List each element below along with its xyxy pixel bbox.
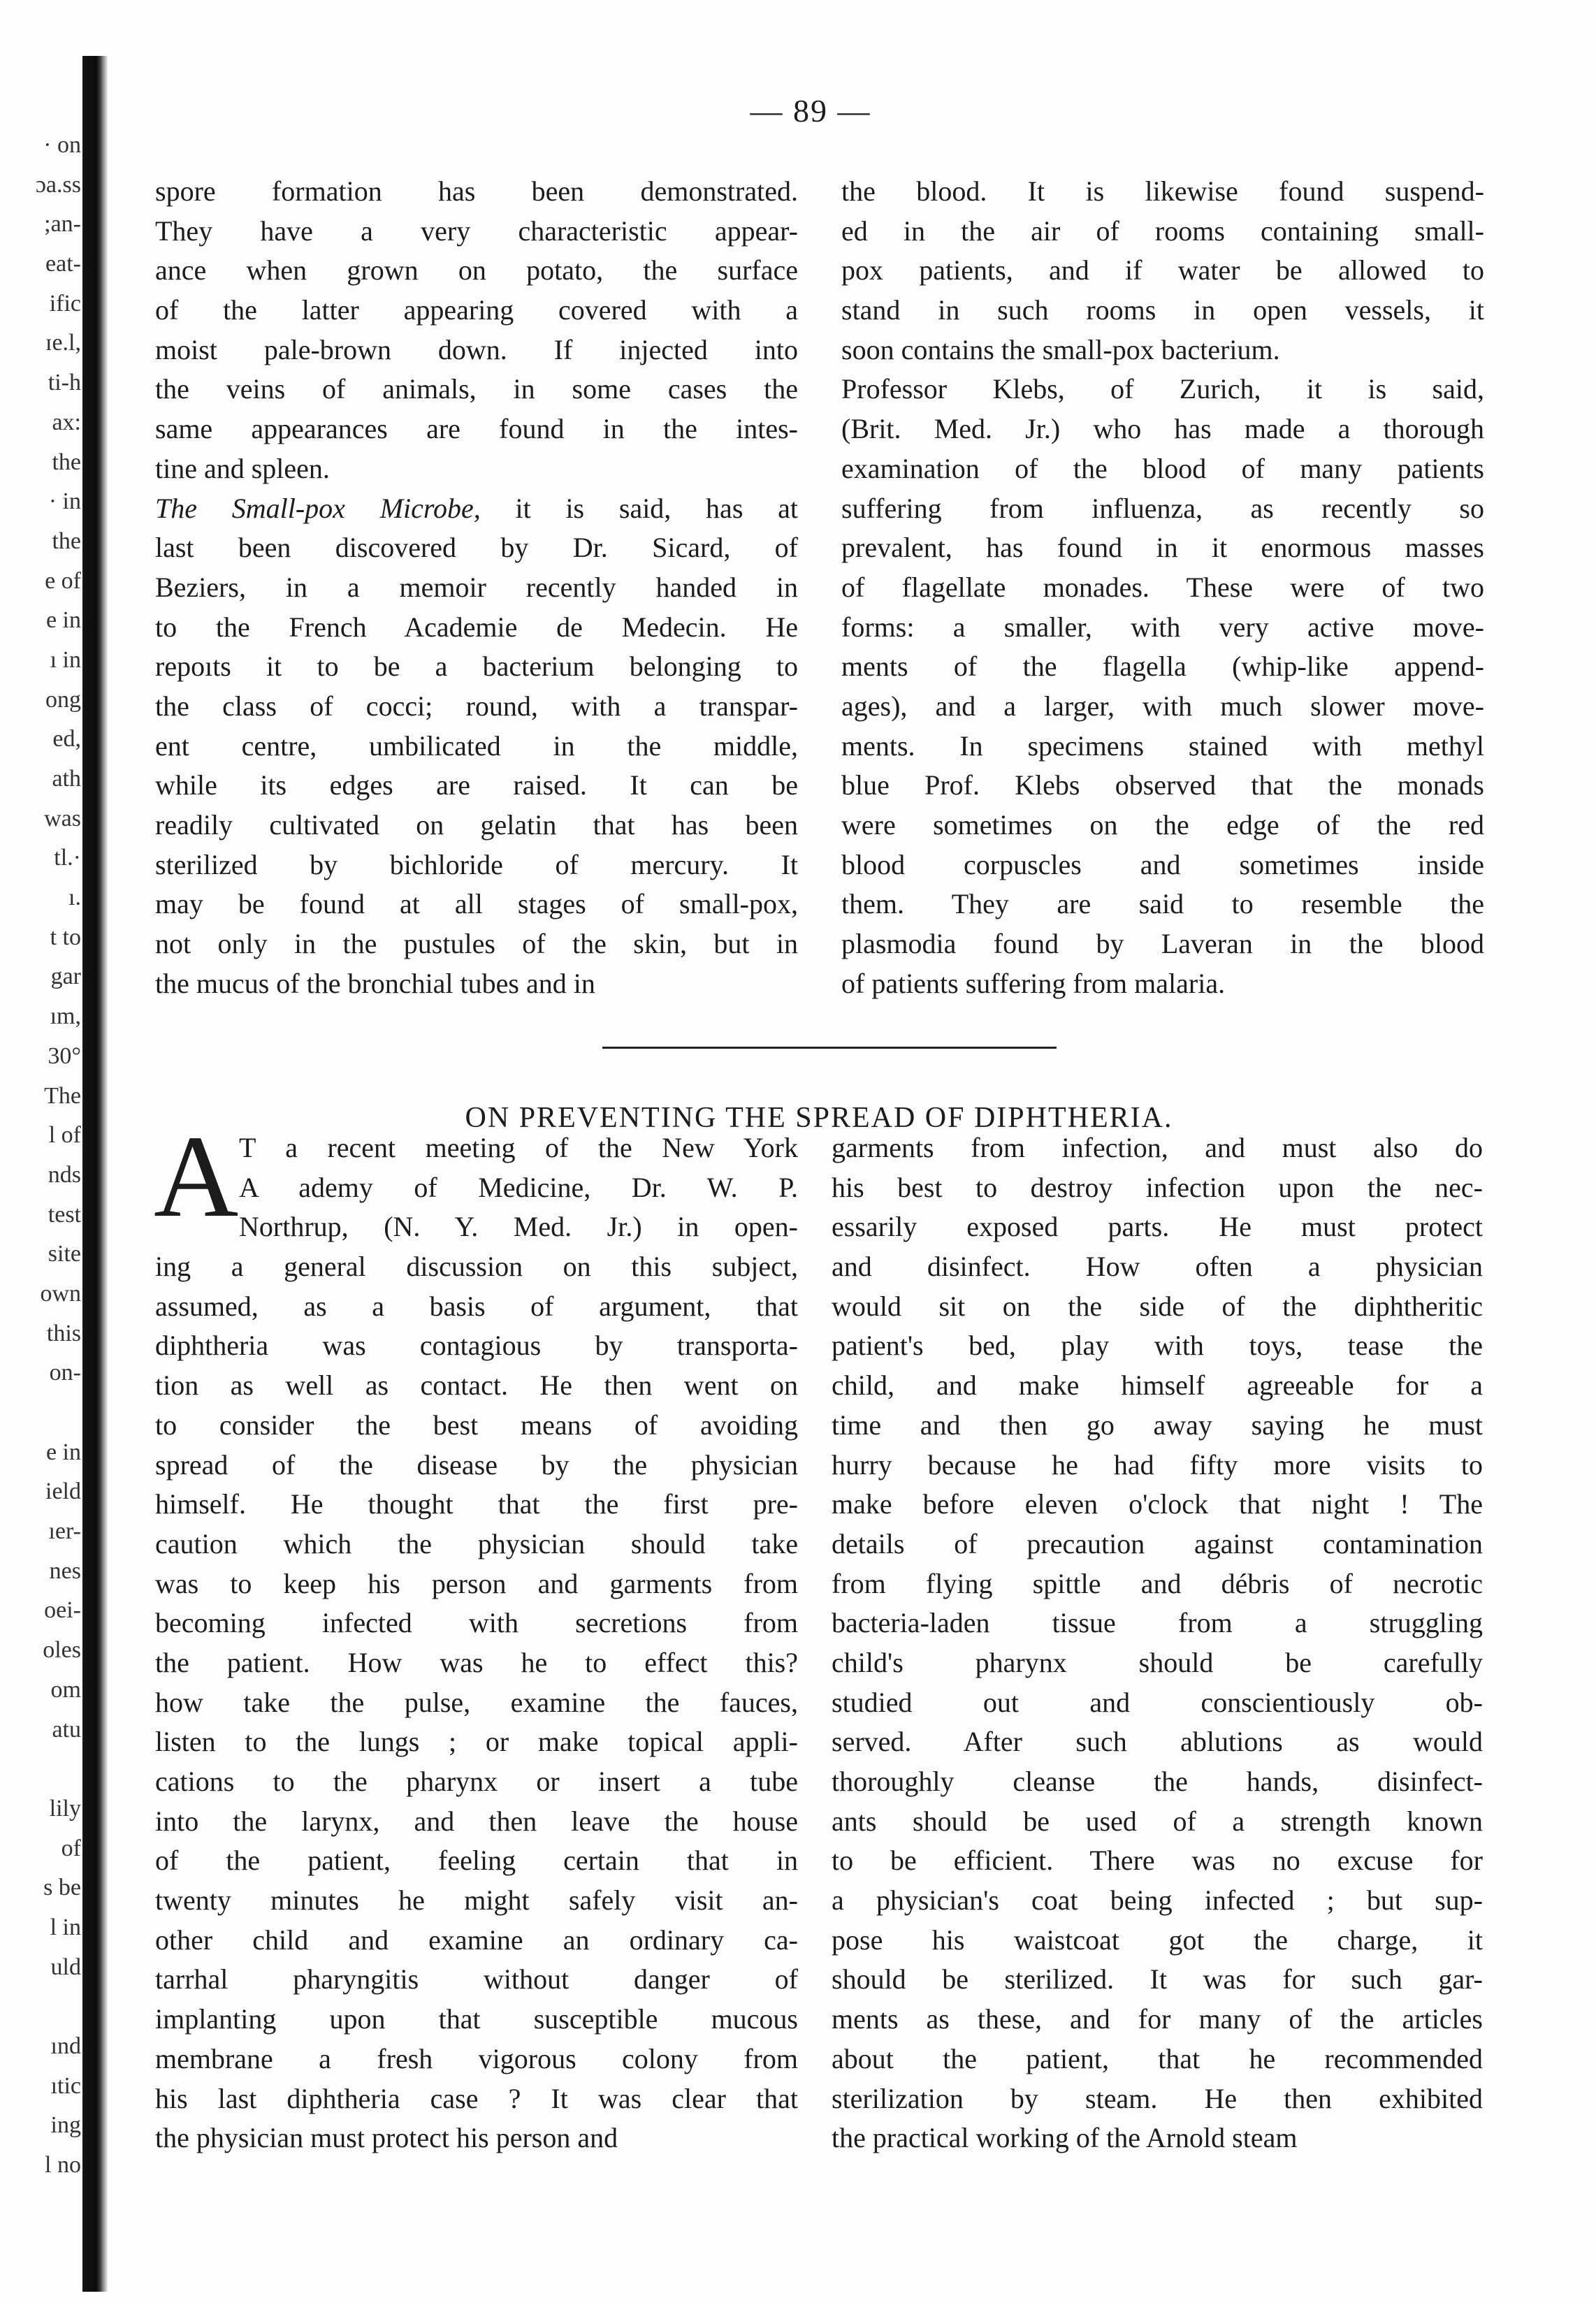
- text-line: his best to destroy infection upon the nec-: [832, 1171, 1483, 1203]
- gutter-fragment: ı.: [68, 885, 81, 911]
- gutter-fragment: was: [44, 805, 81, 831]
- text-line: a physician's coat being infected ; but sup-: [832, 1884, 1483, 1917]
- text-line: patient's bed, play with toys, tease the: [832, 1330, 1483, 1362]
- text-fragment: it is said, has at: [480, 492, 798, 524]
- text-line: soon contains the small-pox bacterium.: [841, 333, 1280, 365]
- gutter-fragment: l in: [50, 1914, 81, 1940]
- text-line: blue Prof. Klebs observed that the monads: [841, 769, 1484, 801]
- text-line: thoroughly cleanse the hands, disinfect-: [832, 1766, 1483, 1797]
- text-line: of flagellate monades. These were of two: [841, 571, 1484, 603]
- text-line: examination of the blood of many patients: [841, 452, 1484, 484]
- text-line: tine and spleen.: [155, 452, 330, 484]
- gutter-fragment: ıtic: [50, 2072, 81, 2099]
- bottom-left-column: [154, 1112, 798, 2158]
- gutter-fragment: e in: [45, 607, 81, 634]
- gutter-fragment: on-: [49, 1360, 81, 1386]
- text-line: T a recent meeting of the New York: [239, 1132, 798, 1163]
- gutter-fragment: test: [48, 1201, 81, 1228]
- text-line: cations to the pharynx or insert a tube: [155, 1766, 798, 1797]
- book-binding-shadow: [82, 56, 108, 2292]
- gutter-fragment: [0, 1393, 84, 1433]
- text-line: caution which the physician should take: [155, 1527, 798, 1559]
- text-line: the physician must protect his person and: [155, 2122, 618, 2154]
- article-heading: ON PREVENTING THE SPREAD OF DIPHTHERIA.: [465, 1102, 1173, 1134]
- text-line: to consider the best means of avoiding: [155, 1409, 798, 1441]
- text-line: blood corpuscles and sometimes inside: [841, 848, 1484, 880]
- text-line: would sit on the side of the diphtheritic: [832, 1290, 1483, 1322]
- text-line: prevalent, has found in it enormous masses: [841, 532, 1484, 564]
- gutter-fragment: eat-: [45, 251, 81, 277]
- text-line: same appearances are found in the intes-: [155, 413, 798, 445]
- text-line: how take the pulse, examine the fauces,: [155, 1686, 798, 1718]
- gutter-fragment: s be: [43, 1875, 81, 1901]
- text-line: [155, 489, 798, 529]
- text-line: assumed, as a basis of argument, that: [155, 1290, 798, 1322]
- gutter-fragment: oei-: [44, 1597, 81, 1624]
- text-line: details of precaution against contamination: [832, 1527, 1483, 1559]
- text-line: served. After such ablutions as would: [832, 1726, 1483, 1758]
- text-line: diphtheria was contagious by transporta-: [155, 1330, 798, 1362]
- gutter-fragment: l no: [45, 2152, 81, 2179]
- text-line: make before eleven o'clock that night ! The: [832, 1488, 1483, 1520]
- gutter-fragment: ing: [50, 2112, 81, 2139]
- text-line: tion as well as contact. He then went on: [155, 1369, 798, 1402]
- gutter-fragment: nds: [48, 1161, 81, 1188]
- gutter-fragment: own: [40, 1280, 81, 1307]
- text-line: hurry because he had fifty more visits to: [832, 1448, 1483, 1481]
- text-line: himself. He thought that the first pre-: [155, 1488, 798, 1520]
- text-line: his last diphtheria case ? It was clear that: [155, 2082, 798, 2114]
- text-line: other child and examine an ordinary ca-: [155, 1924, 798, 1956]
- text-line: ments. In specimens stained with methyl: [841, 729, 1484, 762]
- gutter-fragment: atu: [52, 1716, 81, 1743]
- text-line: twenty minutes he might safely visit an-: [155, 1884, 798, 1917]
- text-line: repoıts it to be a bacterium belonging to: [155, 650, 798, 683]
- gutter-fragment: ed,: [52, 726, 81, 752]
- gutter-fragment: ield: [45, 1478, 81, 1505]
- text-line: pose his waistcoat got the charge, it: [832, 1924, 1483, 1956]
- text-line: time and then go away saying he must: [832, 1409, 1483, 1441]
- gutter-fragment: · in: [48, 488, 81, 515]
- text-line: was to keep his person and garments from: [155, 1567, 798, 1599]
- text-line: bacteria-laden tissue from a struggling: [832, 1607, 1483, 1639]
- gutter-fragment: the: [52, 449, 81, 475]
- text-line: of the patient, feeling certain that in: [155, 1845, 798, 1877]
- text-line: listen to the lungs ; or make topical appli-: [155, 1726, 798, 1758]
- text-line: to be efficient. There was no excuse for: [832, 1845, 1483, 1877]
- gutter-fragment: e of: [45, 567, 81, 594]
- text-line: and disinfect. How often a physician: [832, 1251, 1483, 1283]
- gutter-fragment: ı in: [50, 646, 81, 673]
- text-line: while its edges are raised. It can be: [155, 769, 798, 801]
- text-line: spread of the disease by the physician: [155, 1448, 798, 1481]
- text-line: ent centre, umbilicated in the middle,: [155, 729, 798, 762]
- text-line: may be found at all stages of small-pox,: [155, 888, 798, 920]
- section-divider: [602, 1047, 1057, 1049]
- text-line: ants should be used of a strength known: [832, 1805, 1483, 1837]
- text-line: the blood. It is likewise found suspend-: [841, 175, 1484, 207]
- gutter-fragment: l of: [48, 1122, 81, 1149]
- text-line: Beziers, in a memoir recently handed in: [155, 571, 798, 603]
- text-line: them. They are said to resemble the: [841, 888, 1484, 920]
- text-line: spore formation has been demonstrated.: [155, 175, 798, 207]
- text-line: becoming infected with secretions from: [155, 1607, 798, 1639]
- text-line: readily cultivated on gelatin that has been: [155, 809, 798, 841]
- gutter-fragment: of: [61, 1835, 81, 1861]
- text-line: Northrup, (N. Y. Med. Jr.) in open-: [239, 1211, 798, 1243]
- text-line: essarily exposed parts. He must protect: [832, 1211, 1483, 1243]
- text-line: should be sterilized. It was for such gar-: [832, 1963, 1483, 1995]
- gutter-fragment: the: [52, 528, 81, 554]
- top-right-column: [841, 172, 1484, 1003]
- gutter-fragment: ong: [45, 686, 81, 713]
- text-line: ed in the air of rooms containing small-: [841, 214, 1484, 247]
- text-line: A ademy of Medicine, Dr. W. P.: [239, 1171, 798, 1203]
- text-line: not only in the pustules of the skin, but in: [155, 928, 798, 960]
- text-line: into the larynx, and then leave the house: [155, 1805, 798, 1837]
- text-line: garments from infection, and must also do: [832, 1132, 1483, 1163]
- gutter-fragment: The: [44, 1082, 81, 1109]
- text-line: of the latter appearing covered with a: [155, 294, 798, 326]
- text-line: sterilization by steam. He then exhibited: [832, 2082, 1483, 2114]
- gutter-fragment: nes: [49, 1557, 81, 1584]
- text-line: of patients suffering from malaria.: [841, 967, 1226, 999]
- text-line: studied out and conscientiously ob-: [832, 1686, 1483, 1718]
- text-line: were sometimes on the edge of the red: [841, 809, 1484, 841]
- gutter-fragment: ath: [52, 766, 81, 792]
- gutter-fragment: e in: [45, 1439, 81, 1465]
- bottom-right-column: [832, 1128, 1483, 2158]
- text-line: moist pale-brown down. If injected into: [155, 333, 798, 365]
- text-line: last been discovered by Dr. Sicard, of: [155, 532, 798, 564]
- gutter-fragment: om: [50, 1676, 81, 1703]
- text-line: the mucus of the bronchial tubes and in: [155, 967, 595, 999]
- gutter-fragment: ti-h: [48, 370, 81, 396]
- gutter-fragment: [0, 1987, 84, 2027]
- text-line: implanting upon that susceptible mucous: [155, 2003, 798, 2035]
- gutter-fragment: ;an-: [44, 211, 81, 238]
- gutter-fragment: lily: [49, 1795, 81, 1822]
- gutter-fragment: ɪe.l,: [45, 330, 81, 356]
- text-line: ing a general discussion on this subject,: [155, 1251, 798, 1283]
- text-line: the practical working of the Arnold steam: [832, 2122, 1298, 2154]
- text-line: tarrhal pharyngitis without danger of: [155, 1963, 798, 1995]
- text-line: sterilized by bichloride of mercury. It: [155, 848, 798, 880]
- gutter-fragment: t to: [50, 924, 81, 950]
- text-line: the veins of animals, in some cases the: [155, 373, 798, 405]
- adjacent-page-fragments: [0, 126, 84, 2271]
- text-line: child, and make himself agreeable for a: [832, 1369, 1483, 1402]
- text-line: suffering from influenza, as recently so: [841, 492, 1484, 524]
- text-line: from flying spittle and débris of necrotic: [832, 1567, 1483, 1599]
- text-line: forms: a smaller, with very active move-: [841, 611, 1484, 643]
- gutter-fragment: [0, 1750, 84, 1789]
- text-line: ance when grown on potato, the surface: [155, 254, 798, 286]
- gutter-fragment: ax:: [52, 409, 81, 435]
- gutter-fragment: 30°: [48, 1042, 81, 1069]
- text-line: pox patients, and if water be allowed to: [841, 254, 1484, 286]
- gutter-fragment: uld: [50, 1954, 81, 1980]
- page-number: — 89 —: [750, 93, 871, 129]
- gutter-fragment: ım,: [50, 1003, 81, 1030]
- top-left-column: [155, 172, 798, 1003]
- text-line: ments as these, and for many of the articles: [832, 2003, 1483, 2035]
- text-line: ages), and a larger, with much slower move-: [841, 690, 1484, 722]
- text-line: plasmodia found by Laveran in the blood: [841, 928, 1484, 960]
- text-line: about the patient, that he recommended: [832, 2042, 1483, 2074]
- text-line: ments of the flagella (whip-like append-: [841, 650, 1484, 683]
- text-line: Professor Klebs, of Zurich, it is said,: [841, 373, 1484, 405]
- text-line: to the French Academie de Medecin. He: [155, 611, 798, 643]
- text-line: stand in such rooms in open vessels, it: [841, 294, 1484, 326]
- gutter-fragment: ific: [49, 290, 81, 317]
- gutter-fragment: this: [46, 1320, 81, 1346]
- gutter-fragment: · on: [43, 132, 81, 158]
- text-line: the class of cocci; round, with a transpar-: [155, 690, 798, 722]
- gutter-fragment: site: [48, 1241, 81, 1267]
- article-title-small-pox: The Small-pox Microbe,: [155, 492, 481, 524]
- text-line: the patient. How was he to effect this?: [155, 1646, 798, 1678]
- text-line: They have a very characteristic appear-: [155, 214, 798, 247]
- gutter-fragment: ıer-: [48, 1518, 81, 1545]
- gutter-fragment: oles: [43, 1637, 81, 1664]
- drop-cap: A: [154, 1112, 239, 1242]
- gutter-fragment: gar: [50, 964, 81, 990]
- gutter-fragment: ınd: [50, 2033, 81, 2059]
- text-line: membrane a fresh vigorous colony from: [155, 2042, 798, 2074]
- text-line: child's pharynx should be carefully: [832, 1646, 1483, 1678]
- text-line: (Brit. Med. Jr.) who has made a thorough: [841, 413, 1484, 445]
- gutter-fragment: ɔa.ss: [35, 171, 81, 198]
- gutter-fragment: tl.·: [54, 845, 81, 871]
